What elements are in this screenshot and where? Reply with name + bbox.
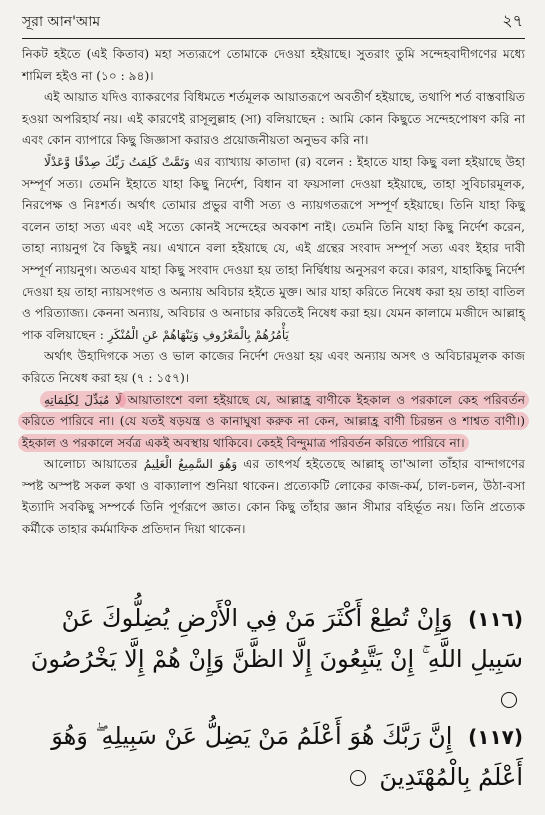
arabic-quote: وَهُوَ السَّمِيعُ الْعَلِيمُ: [143, 457, 238, 472]
commentary-paragraph: [22, 87, 525, 152]
paragraph-text: আলোচ্য আয়াতের: [44, 457, 144, 472]
verse-number: (١١٧): [468, 725, 523, 749]
paragraph-text: এই আয়াত যদিও ব্যাকরণের বিধিমতে শর্তমূলক আয়াতরূপে অবতীর্ণ হইয়াছে, তথাপি শর্ত বাস্তবায়িত হওয়া অপরিহার্য নয়। এই কারণেই রাসূলুল্লাহ (সা) বলিয়াছেন : আমি কোন কিছুতে সন্দেহপোষণ করি না এবং কোন ব্যাপারে কিছু জিজ্ঞাসা করারও প্রয়োজনীয়তা অনুভব করি না।: [22, 90, 525, 148]
arabic-quote: يَأْمُرُهُمْ بِالْمَعْرُوفِ وَيَنْهَاهُمْ عَنِ الْمُنْكَرِ: [107, 327, 289, 342]
verse-end-circle-icon: [501, 692, 517, 708]
surah-title: সূরা আন'আম: [22, 14, 101, 30]
verse-116: [22, 598, 523, 719]
paragraph-text: এর ব্যাখ্যায় কাতাদা (র) বলেন : ইহাতে যাহা কিছু বলা হইয়াছে উহা সম্পূর্ণ সত্য। তেমনি ইহাতে যাহা কিছু নির্দেশ, বিধান বা ফয়সালা দেওয়া হইয়াছে, তাহা সুবিচারমূলক, নিরপেক্ষ ও নিঃশর্ত। অর্থাৎ তোমার প্রভুর বাণী সত্য ও ন্যায়গতরূপে সম্পূর্ণ হইয়াছে। তিনি যাহা কিছু বলেন তাহা সত্য এবং এই সত্যে কোনই সন্দেহের অবকাশ নাই। তেমনি তিনি যাহা কিছু নির্দেশ করেন, তাহা ন্যায়নুগ বৈ কিছুই নয়। এখানে বলা হইয়াছে যে, এই গ্রন্থের সংবাদ সম্পূর্ণ সত্য এবং ইহার দাবী সম্পূর্ণ ন্যায়নুগ। অতএব যাহা কিছু সংবাদ দেওয়া হয় তাহা নির্দ্বিধায় অনুসরণ করে। কারণ, যাহাকিছু নির্দেশ দেওয়া হয় তাহা ন্যায়সংগত ও অন্যায় অবিচার হইতে মুক্ত। আর যাহা করিতে নিষেধ করা হয় তাহা বাতিল ও পরিত্যাজ্য। কেননা অন্যায়, অবিচার ও অনাচার করিতেই নিষেধ করা হয়। যেমন কালামে মজীদে আল্লাহ্ পাক বলিয়াছেন :: [22, 154, 525, 342]
commentary-paragraph: [22, 44, 525, 87]
paragraph-text: এর তাৎপর্য হইতেছে আল্লাহ্ তা'আলা তাঁহার বান্দাগণের স্পষ্ট অস্পষ্ট সকল কথা ও বাক্যালাপ শুনিয়া থাকেন। প্রত্যেকটি লোকের কাজ-কর্ম, চাল-চলন, উঠা-বসা ইত্যাদি সবকিছু সম্পর্কে তিনি পূর্ণরূপে জ্ঞাত। কোন কিছু তাঁহার জ্ঞান সীমার বহির্ভূত নয়। তিনি প্রত্যেক কর্মীকে তাহার কর্মমাফিক প্রতিদান দিয়া থাকেন।: [22, 457, 526, 537]
arabic-quote: وَتَمَّتْ كَلِمَتُ رَبِّكَ صِدْقًا وَّعَدْلًا: [44, 154, 190, 169]
page-number: ২৭: [502, 11, 523, 30]
verse-text: إِنَّ رَبَّكَ هُوَ أَعْلَمُ مَنْ يَضِلُّ عَنْ سَبِيلِهِ ۖ وَهُوَ أَعْلَمُ بِالْمُهْتَدِينَ: [51, 722, 523, 791]
commentary-paragraph: [22, 390, 525, 455]
verse-117: [22, 716, 523, 797]
verse-number: (١١٦): [468, 607, 523, 631]
verse-end-circle-icon: [350, 770, 366, 786]
commentary-paragraph: [22, 346, 525, 389]
verse-text: وَإِنْ تُطِعْ أَكْثَرَ مَنْ فِي الْأَرْضِ يُضِلُّوكَ عَنْ سَبِيلِ اللَّهِ ۚ إِنْ يَتَّبِعُونَ إِلَّا الظَّنَّ وَإِنْ هُمْ إِلَّا يَخْرُصُونَ: [30, 604, 523, 673]
commentary-body: [22, 44, 525, 541]
commentary-paragraph: [22, 454, 525, 540]
page-header: [22, 8, 525, 39]
paragraph-text: নিকট হইতে (এই কিতাব) মহা সত্যরূপে তোমাকে দেওয়া হইয়াছে। সুতরাং তুমি সন্দেহবাদীগণের মধ্যে শামিল হইও না (১০ : ৯৪)।: [22, 47, 525, 83]
highlighted-text: আয়াতাংশে বলা হইয়াছে যে, আল্লাহ্র বাণীকে ইহকাল ও পরকালে কেহ পরিবর্তন করিতে পারিবে না। (যে যতই ষড়যন্ত্র ও কানাঘুষা করুক না কেন, আল্লাহ্র বাণী চিরন্তন ও শাশ্বত বাণী।) ইহকাল ও পরকালে সর্বত্র একই অবস্থায় থাকিবে। কেহই বিন্দুমাত্র পরিবর্তন করিতে পারিবে না।: [18, 391, 529, 452]
commentary-paragraph: [22, 152, 525, 346]
paragraph-text: অর্থাৎ উহাদিগকে সত্য ও ভাল কাজের নির্দেশ দেওয়া হয় এবং অন্যায় অসৎ ও অবিচারমূলক কাজ করিতে নিষেধ করা হয় (৭ : ১৫৭)।: [22, 349, 525, 385]
highlighted-arabic-quote: لَا مُبَدِّلَ لِكَلِمَاتِهِ: [40, 391, 126, 409]
